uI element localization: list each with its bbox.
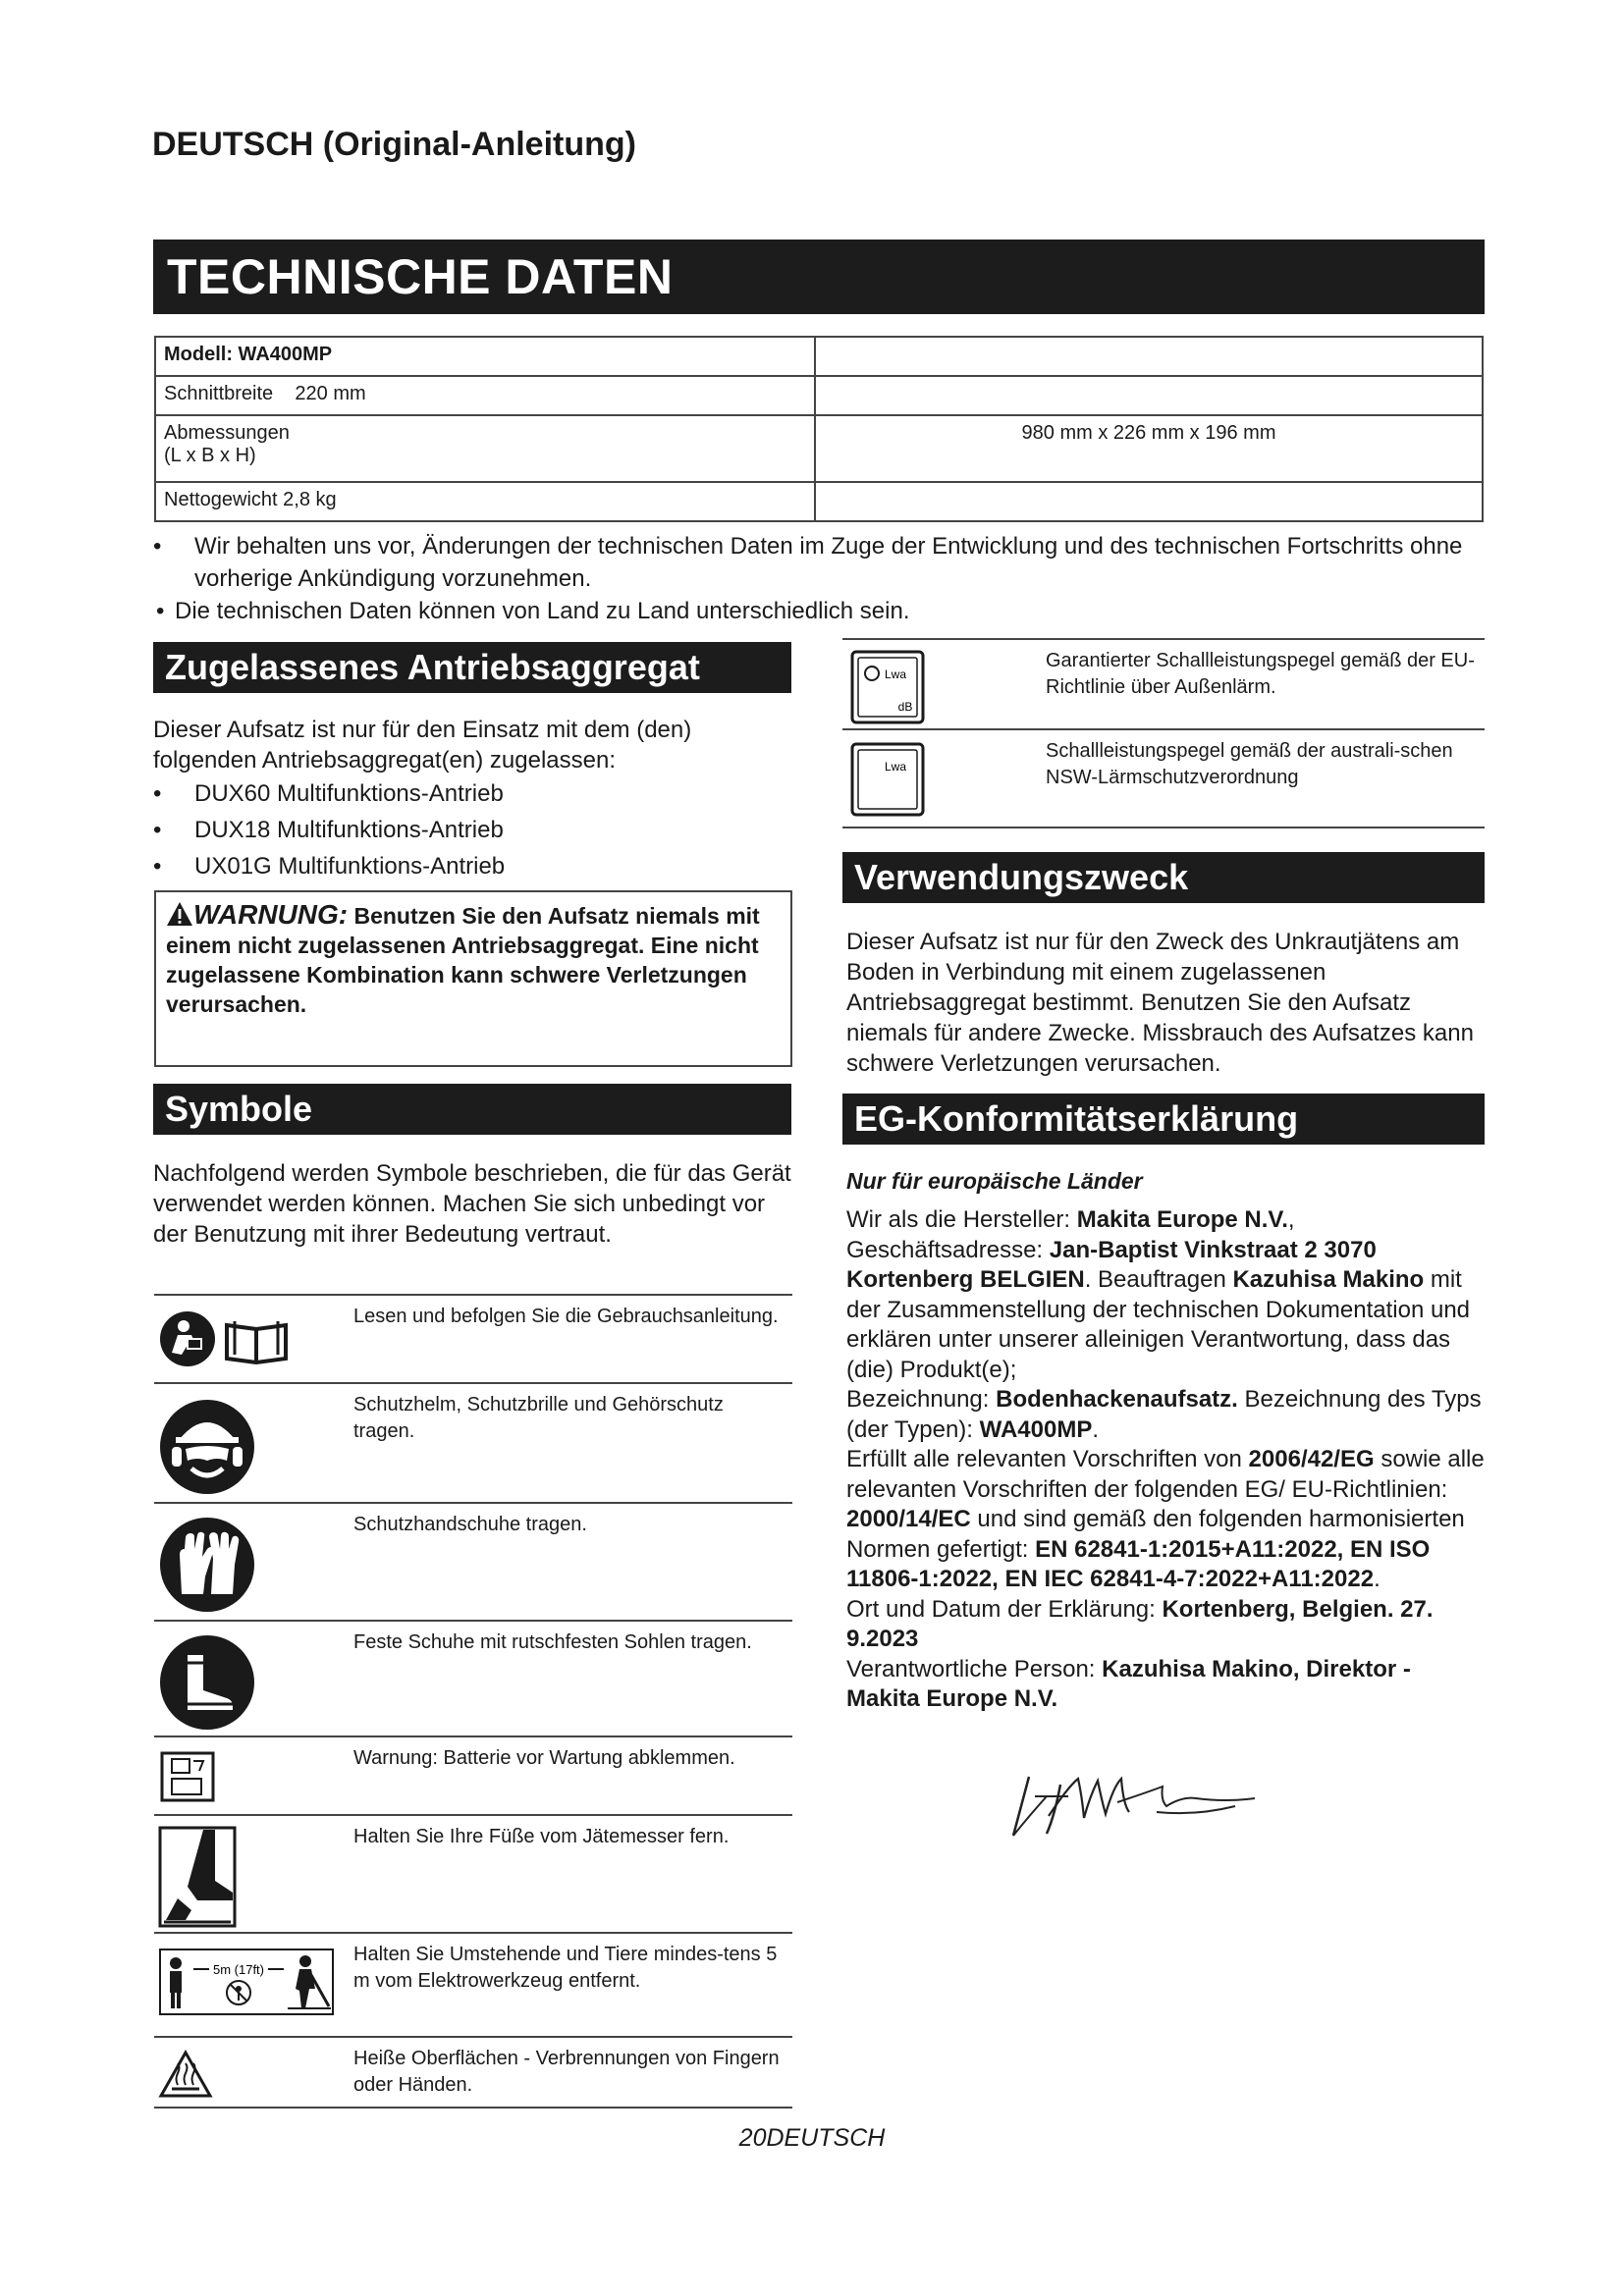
commissioned-person: Kazuhisa Makino (1232, 1266, 1425, 1293)
noise-symbol-description: Garantierter Schallleistungspegel gemäß der EU-Richtlinie über Außenlärm. (1046, 650, 1475, 698)
text-fragment: Bezeichnung des Typs (der Typen): (846, 1386, 1482, 1443)
table-row (154, 1735, 792, 1814)
responsible-person: Kazuhisa Makino, Direktor - Makita Europe N.V. (846, 1655, 1411, 1712)
read-manual-icon (158, 1309, 296, 1368)
keep-bystanders-away-icon (158, 1948, 335, 2016)
eu-conformity-subtitle: Nur für europäische Länder (846, 1168, 1143, 1194)
list-item: • Die technischen Daten können von Land zu Land unterschiedlich sein. (153, 595, 1489, 627)
keep-feet-away-icon (158, 1826, 237, 1928)
directive-machinery: 2006/42/EG (1248, 1446, 1375, 1472)
symbol-description: Heiße Oberflächen - Verbrennungen von Fingern oder Händen. (353, 2048, 780, 2096)
eu-conformity-declaration (846, 1205, 1485, 1715)
table-row (154, 1620, 792, 1735)
symbol-description: Halten Sie Ihre Füße vom Jätemesser fern. (353, 1826, 730, 1847)
text-fragment: Wir als die Hersteller: (846, 1206, 1077, 1233)
intended-use-heading: Verwendungszweck (842, 852, 1485, 903)
page-number-footer: 20DEUTSCH (738, 2124, 886, 2152)
spec-cutting-width-value (815, 376, 1483, 415)
directive-noise: 2000/14/EC (846, 1506, 971, 1532)
spec-dimensions-value: 980 mm x 226 mm x 196 mm (815, 415, 1483, 482)
text-fragment: Erfüllt alle relevanten Vorschriften von (846, 1446, 1249, 1472)
hot-surface-icon (158, 2050, 213, 2099)
text-fragment: Verantwortliche Person: (846, 1655, 1103, 1682)
table-row (154, 1932, 792, 2036)
text-fragment: sowie alle relevanten Vorschriften der folgenden EG/ EU-Richtlinien: (846, 1446, 1485, 1503)
specifications-table (154, 336, 1484, 522)
symbols-intro-text: Nachfolgend werden Symbole beschrieben, die für das Gerät verwendet werden können. Machen Sie sich unbedingt vor der Benutzung mit ihrer Bedeutung vertraut. (153, 1160, 791, 1248)
noise-symbol-description: Schallleistungspegel gemäß der australi-schen NSW-Lärmschutzverordnung (1046, 740, 1453, 788)
table-row (154, 1502, 792, 1620)
warning-label: WARNUNG: (193, 899, 349, 930)
list-item: • DUX60 Multifunktions-Antrieb (153, 775, 505, 812)
document-language-title: DEUTSCH (Original-Anleitung) (152, 126, 636, 163)
table-row (154, 1294, 792, 1382)
symbols-heading: Symbole (153, 1084, 791, 1135)
table-row (842, 638, 1485, 730)
text-fragment: Bezeichnung: (846, 1386, 997, 1413)
text-fragment: mit der Zusammenstellung der technischen Dokumentation und erklären unter unserer alleinigen Verantwortung, dass das (die) Produkt(e); (846, 1266, 1471, 1383)
table-row (155, 337, 1483, 376)
manufacturer-address: Jan-Baptist Vinkstraat 2 3070 Kortenberg BELGIEN (846, 1236, 1377, 1293)
list-item: • Wir behalten uns vor, Änderungen der technischen Daten im Zuge der Entwicklung und des technischen Fortschritts ohne vorherige Ankündigung vorzunehmen. (153, 530, 1489, 595)
symbol-description: Halten Sie Umstehende und Tiere mindes-tens 5 m vom Elektrowerkzeug entfernt. (353, 1944, 778, 1992)
spec-dimensions-cell (155, 415, 815, 482)
svg-text:dB: dB (897, 700, 913, 714)
text-fragment: . Beauftragen (1084, 1266, 1233, 1293)
product-type: WA400MP (979, 1415, 1093, 1443)
table-row (154, 1382, 792, 1502)
spec-dimensions-sublabel: (L x B x H) (164, 445, 256, 466)
sound-icon-label: Lwa (884, 760, 907, 774)
spec-weight-value (815, 482, 1483, 521)
spec-model-cell: Modell: WA400MP (155, 337, 815, 376)
approved-drives-list (153, 775, 505, 884)
symbol-description: Schutzhelm, Schutzbrille und Gehörschutz tragen. (353, 1394, 724, 1442)
symbols-table (154, 1294, 792, 2109)
text-fragment: , Geschäftsadresse: (846, 1206, 1295, 1263)
text-fragment: . (1092, 1415, 1099, 1443)
spec-dimensions-label: Abmessungen (164, 422, 290, 444)
intended-use-text: Dieser Aufsatz ist nur für den Zweck des Unkrautjätens am Boden in Verbindung mit einem zugelassenen Antriebsaggregat bestimmt. Benutzen Sie den Aufsatz niemals für andere Zwecke. Missbrauch des Aufsatzes kann schwere Verletzungen verursachen. (846, 929, 1474, 1077)
symbol-description: Schutzhandschuhe tragen. (353, 1514, 587, 1535)
signature-image (1000, 1757, 1314, 1845)
symbol-description: Lesen und befolgen Sie die Gebrauchsanleitung. (353, 1306, 779, 1327)
nsw-sound-power-icon (850, 742, 925, 817)
warning-text: Benutzen Sie den Aufsatz niemals mit einem nicht zugelassenen Antriebsaggregat. Eine nicht zugelassene Kombination kann schwere Verletzungen verursachen. (166, 903, 760, 1017)
text-fragment: . (1374, 1566, 1380, 1592)
approved-intro-text: Dieser Aufsatz ist nur für den Einsatz mit dem (den) folgenden Antriebsaggregat(en) zugelassen: (153, 717, 692, 774)
noise-symbols-table (842, 638, 1485, 828)
helmet-goggles-ear-protection-icon (158, 1398, 256, 1496)
text-fragment: Ort und Datum der Erklärung: (846, 1595, 1163, 1623)
sound-icon-label: Lwa (884, 667, 907, 681)
symbol-description: Feste Schuhe mit rutschfesten Sohlen tragen. (353, 1631, 752, 1653)
table-row (155, 415, 1483, 482)
table-row (155, 376, 1483, 415)
approved-power-unit-heading: Zugelassenes Antriebsaggregat (153, 642, 791, 693)
eu-conformity-heading: EG-Konformitätserklärung (842, 1094, 1485, 1145)
list-item: • UX01G Multifunktions-Antrieb (153, 848, 505, 884)
product-designation: Bodenhackenaufsatz. (996, 1386, 1238, 1413)
text-fragment: und sind gemäß den folgenden harmonisierten Normen gefertigt: (846, 1506, 1465, 1563)
table-row (155, 482, 1483, 521)
technical-notes-list (153, 530, 1489, 627)
spec-cutting-width-cell: Schnittbreite 220 mm (155, 376, 815, 415)
technical-data-heading: TECHNISCHE DATEN (153, 240, 1485, 314)
symbol-description: Warnung: Batterie vor Wartung abklemmen. (353, 1747, 735, 1769)
list-item: • DUX18 Multifunktions-Antrieb (153, 812, 505, 848)
safety-boots-icon (158, 1633, 256, 1732)
eu-sound-power-icon (850, 650, 925, 724)
table-row (842, 730, 1485, 828)
table-row (154, 1814, 792, 1932)
warning-triangle-icon (166, 901, 193, 927)
manufacturer-name: Makita Europe N.V. (1076, 1206, 1288, 1233)
spec-model-value (815, 337, 1483, 376)
protective-gloves-icon (158, 1516, 256, 1614)
distance-label: 5m (17ft) (212, 1962, 265, 1977)
table-row (154, 2036, 792, 2109)
place-and-date: Kortenberg, Belgien. 27. 9.2023 (846, 1595, 1434, 1652)
warning-box (154, 890, 792, 1067)
spec-weight-cell: Nettogewicht 2,8 kg (155, 482, 815, 521)
remove-battery-icon (158, 1749, 217, 1804)
harmonised-standards: EN 62841-1:2015+A11:2022, EN ISO 11806-1:2022, EN IEC 62841-4-7:2022+A11:2022 (846, 1535, 1431, 1592)
